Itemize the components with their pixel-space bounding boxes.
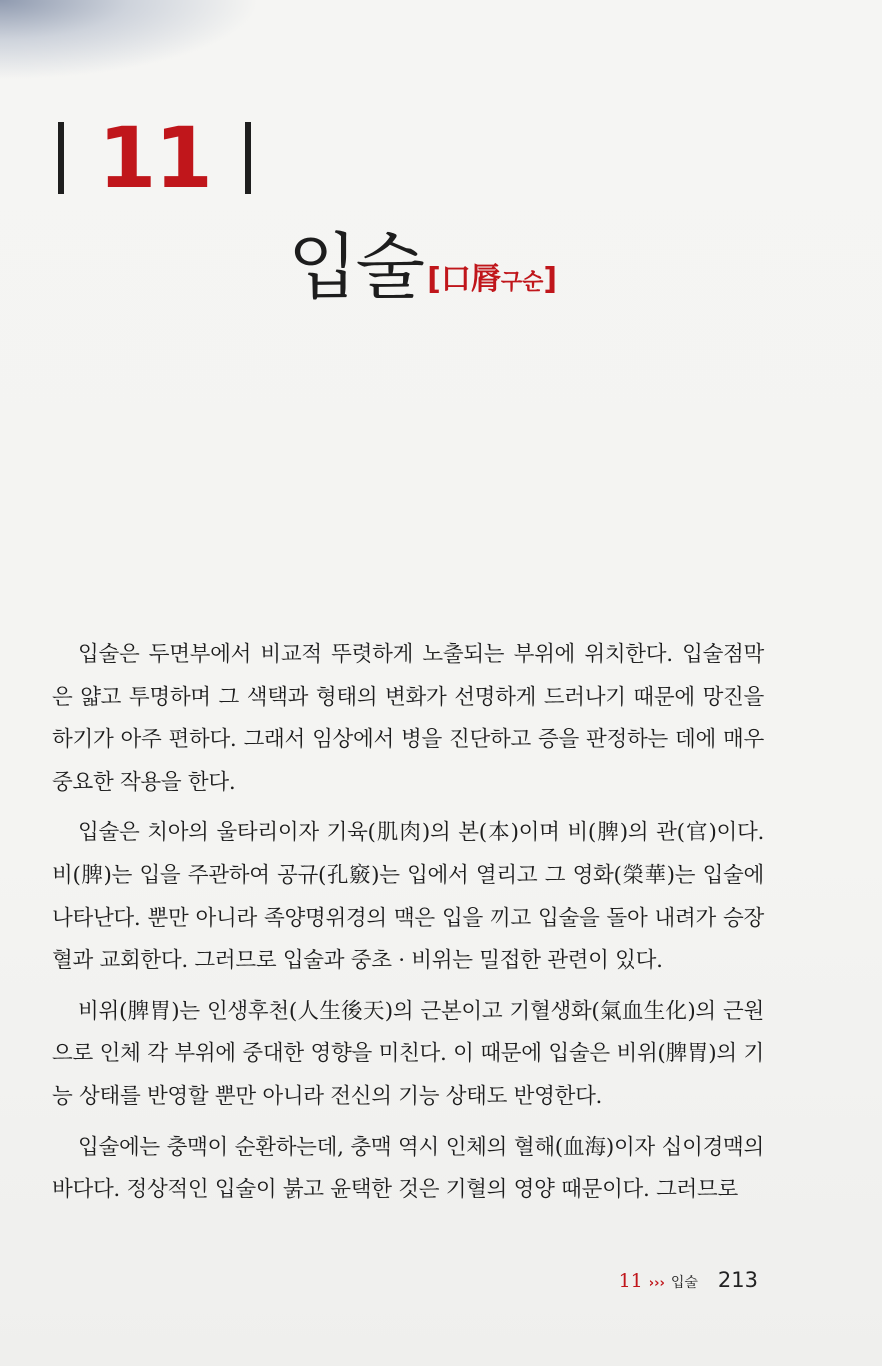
title-main: 입술 — [288, 225, 424, 309]
paragraph: 입술은 치아의 울타리이자 기육(肌肉)의 본(本)이며 비(脾)의 관(官)이다. 비(脾)는 입을 주관하여 공규(孔竅)는 입에서 열리고 그 영화(榮華)는 입술에 나타난다. 뿐만 아니라 족양명위경의 맥은 입을 끼고 입술을 돌아 내려가 승장혈과 교회한다. 그러므로 입술과 중초 · 비위는 밀접한 관련이 있다. — [52, 820, 764, 974]
paragraph: 입술에는 충맥이 순환하는데, 충맥 역시 인체의 혈해(血海)이자 십이경맥의 바다다. 정상적인 입술이 붉고 윤택한 것은 기혈의 영양 때문이다. 그러므로 — [52, 1134, 764, 1203]
scan-shadow — [0, 0, 260, 80]
footer-chapter-title: 입술 — [670, 1275, 698, 1291]
bracket-close: ] — [543, 262, 558, 297]
title-hanja: 口脣 — [440, 262, 501, 297]
paragraph: 비위(脾胃)는 인생후천(人生後天)의 근본이고 기혈생화(氣血生化)의 근원으로 인체 각 부위에 중대한 영향을 미친다. 이 때문에 입술은 비위(脾胃)의 기능 상태를 반영할 뿐만 아니라 전신의 기능 상태도 반영한다. — [52, 998, 764, 1109]
paragraph: 입술은 두면부에서 비교적 뚜렷하게 노출되는 부위에 위치한다. 입술점막은 얇고 투명하며 그 색택과 형태의 변화가 선명하게 드러나기 때문에 망진을 하기가 아주 편하다. 그래서 임상에서 병을 진단하고 증을 판정하는 데에 매우 중요한 작용을 한다. — [52, 642, 764, 795]
title-reading: 구순 — [500, 270, 544, 295]
chapter-number: 11 — [98, 109, 211, 207]
page-title — [288, 225, 558, 309]
chapter-bar-left — [58, 122, 64, 194]
footer-chapter-number: 11 — [618, 1270, 643, 1292]
page-number: 213 — [717, 1268, 758, 1292]
chapter-heading — [58, 109, 251, 207]
title-hanja-group — [427, 263, 557, 300]
footer-arrow-icon: ››› — [648, 1276, 665, 1291]
page-footer — [619, 1268, 758, 1292]
chapter-bar-right — [245, 122, 251, 194]
body-text — [52, 634, 764, 1220]
bracket-open: [ — [427, 262, 441, 297]
